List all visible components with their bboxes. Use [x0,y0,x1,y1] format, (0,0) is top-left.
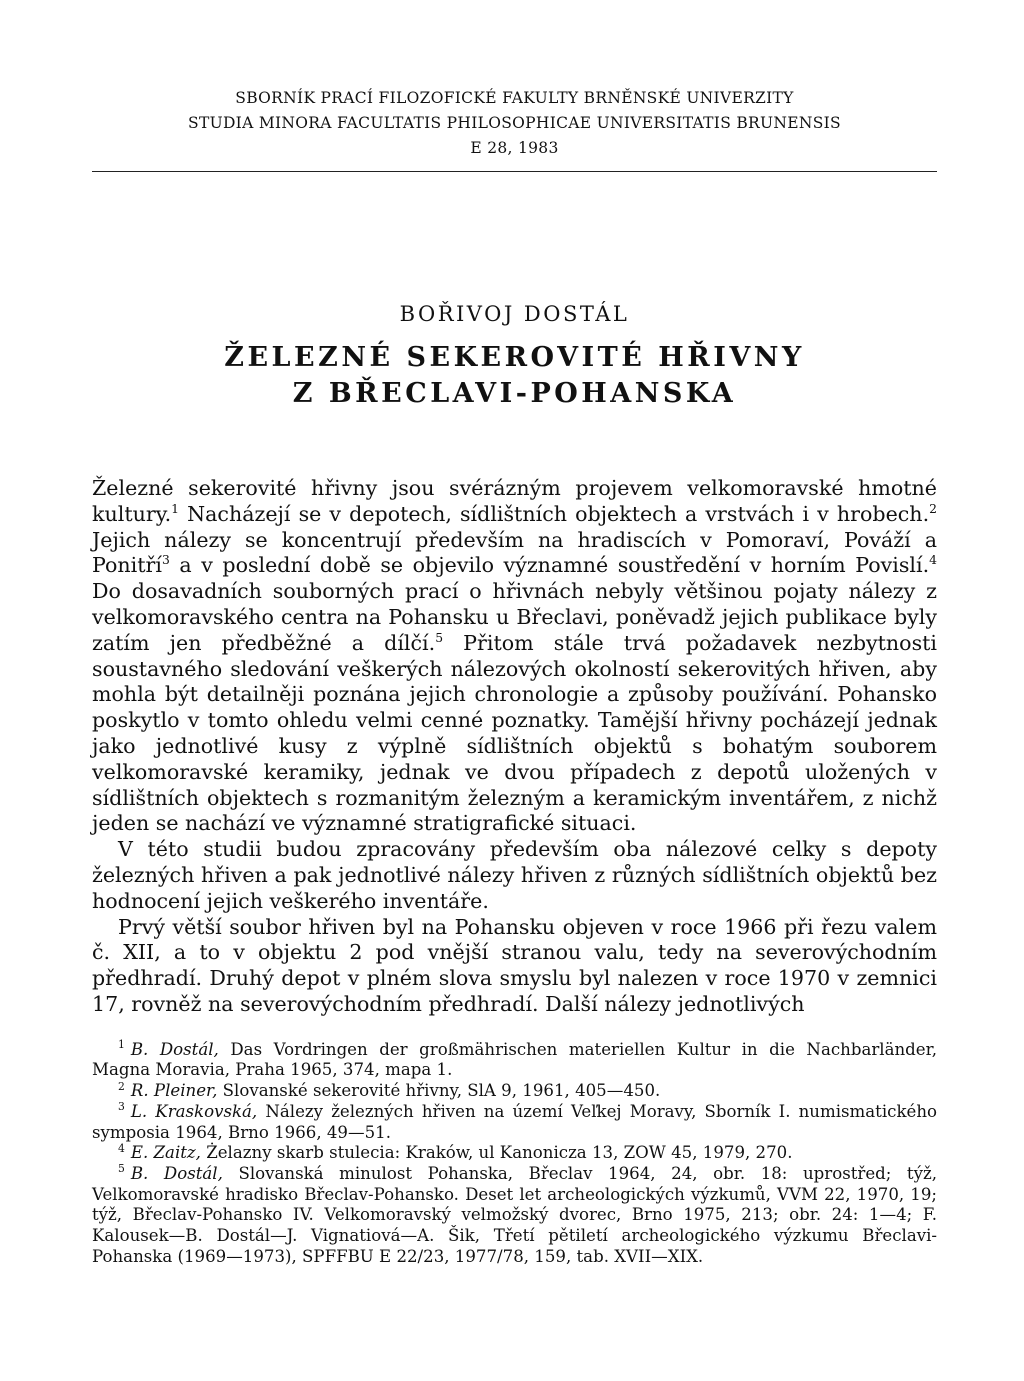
text-run: Přitom stále trvá požadavek nezbytnosti soustavného sledování veškerých nálezových okolností sekerovitých hřiven, aby mohla být detailněji poznána jejich chronologie a způsoby používání. Pohansko poskytlo v tomto ohledu velmi cenné poznatky. Tamější hřivny pocházejí jednak jako jednotlivé kusy z výplně sídlištních objektů s bohatým souborem velkomoravské keramiky, jednak ve dvou případech z depotů uložených v sídlištních objektech s rozmanitým železným a keramickým inventářem, z nichž jeden se nachází ve významné stratigrafické situaci. [92,630,938,836]
journal-title-czech: SBORNÍK PRACÍ FILOZOFICKÉ FAKULTY BRNĚNSKÉ UNIVERZITY [235,89,794,107]
article-title-line-2: Z BŘECLAVI-POHANSKA [292,378,737,409]
footnote-author: L. Kraskovská, [130,1101,258,1121]
footnote-2 [92,1081,937,1102]
footnote-ref-1[interactable]: 1 [171,501,180,516]
text-run: Jejich nálezy se koncentrují především na hradiscích v Pomoraví, Pováží a Ponitří [92,527,937,578]
footnote-author: R. Pleiner, [130,1081,218,1101]
page [92,0,937,1267]
header-rule [92,171,937,172]
article-title [92,340,937,412]
paragraph-3: Prvý větší soubor hřiven byl na Pohansku objeven v roce 1966 při řezu valem č. XII, a to v objektu 2 pod vnější stranou valu, tedy na severovýchodním předhradí. Druhý depot v plném slova smyslu byl nalezen v roce 1970 v zemnici 17, rovněž na severovýchodním předhradí. Další nálezy jednotlivých [92,914,937,1016]
footnote-number: 2 [118,1079,125,1093]
footnote-text: Nálezy železných hřiven na území Veľkej Moravy, Sborník I. numismatického symposia 1964, Brno 1966, 49—51. [92,1101,938,1142]
footnote-ref-2[interactable]: 2 [929,501,937,516]
footnote-3 [92,1102,937,1143]
text-run: a v poslední době se objevilo významné soustředění v horním Povislí. [169,553,930,578]
journal-header [92,86,937,161]
footnote-number: 3 [118,1100,125,1114]
footnote-number: 5 [118,1162,125,1176]
footnote-text: Das Vordringen der großmährischen materiellen Kultur in die Nachbarländer, Magna Moravia, Praha 1965, 374, mapa 1. [92,1039,937,1080]
footnote-text: Slovanská minulost Pohanska, Břeclav 1964, 24, obr. 18: uprostřed; týž, Velkomoravské hradisko Břeclav-Pohansko. Deset let archeologických výzkumů, VVM 22, 1970, 19; týž, Břeclav-Pohansko IV. Velkomoravský velmožský dvorec, Brno 1975, 213; obr. 24: 1—4; F. Kalousek—B. Dostál—J. Vignatiová—A. Šik, Třetí pětiletí archeologického výzkumu Břeclavi-Pohanska (1969—1973), SPFFBU E 22/23, 1977/78, 159, tab. XVII—XIX. [92,1163,937,1266]
footnote-author: E. Zaitz, [130,1143,201,1163]
footnote-ref-4[interactable]: 4 [929,553,937,568]
footnote-text: Slovanské sekerovité hřivny, SlA 9, 1961, 405—450. [217,1081,661,1101]
footnote-author: B. Dostál, [130,1163,223,1183]
text-run: Železné sekerovité hřivny jsou svérázným projevem velkomoravské hmotné kultury. [92,476,937,526]
text-run: Nacházejí se v depotech, sídlištních objektech a vrstvách i v hrobech. [179,501,930,526]
footnote-number: 4 [118,1141,125,1155]
article-body [92,476,937,1018]
footnote-text: Żelazny skarb stulecia: Kraków, ul Kanonicza 13, ZOW 45, 1979, 270. [200,1143,793,1163]
text-run: Do dosavadních souborných prací o hřivnách nebyly většinou pojaty nálezy z velkomoravského centra na Pohansku u Břeclavi, poněvadž jejich publikace byly zatím jen předběžné a dílčí. [92,579,937,655]
footnote-author: B. Dostál, [130,1039,219,1059]
article-author: BOŘIVOJ DOSTÁL [399,302,630,326]
footnote-number: 1 [118,1038,125,1052]
paragraph-1 [92,476,937,837]
paragraph-2: V této studii budou zpracovány především oba nálezové celky s depoty železných hřiven a pak jednotlivé nálezy hřiven z různých sídlištních objektů bez hodnocení jejich veškerého inventáře. [92,837,937,913]
footnote-1 [92,1040,937,1081]
footnotes [92,1040,937,1268]
article-title-line-1: ŽELEZNÉ SEKEROVITÉ HŘIVNY [224,342,805,373]
footnote-ref-5[interactable]: 5 [435,630,444,645]
journal-volume: E 28, 1983 [470,139,559,157]
footnote-ref-3[interactable]: 3 [161,553,170,568]
footnote-separator [92,1018,937,1040]
journal-title-latin: STUDIA MINORA FACULTATIS PHILOSOPHICAE UNIVERSITATIS BRUNENSIS [188,114,841,132]
footnote-4 [92,1143,937,1164]
footnote-5 [92,1164,937,1268]
